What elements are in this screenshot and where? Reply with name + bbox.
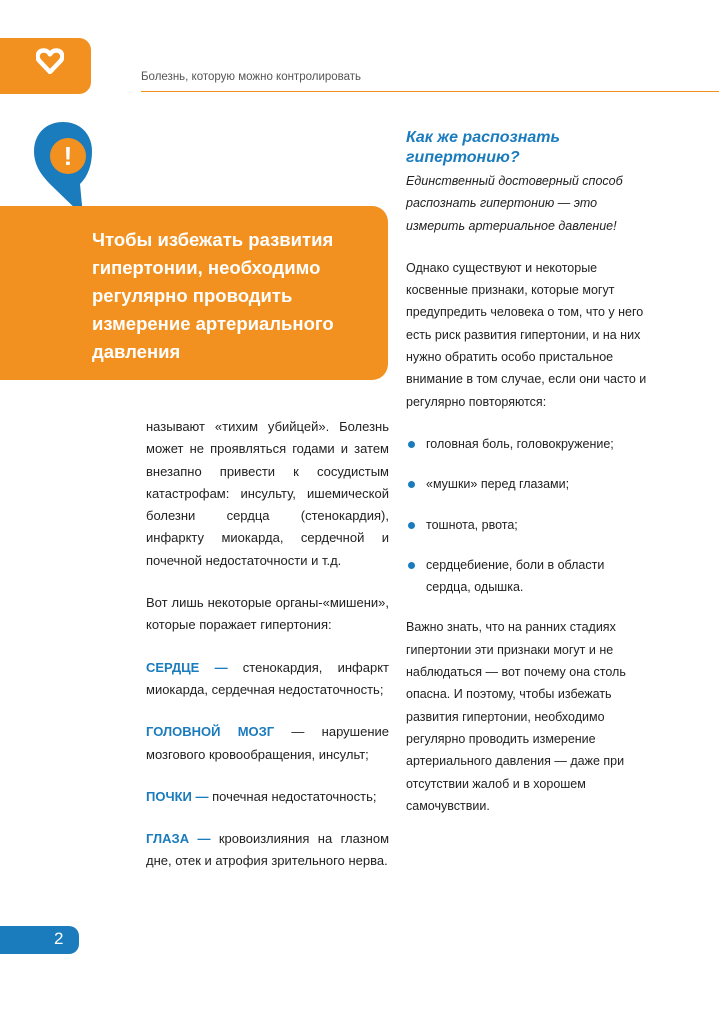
organ-description: почечная недостаточность; — [208, 788, 377, 804]
list-item — [406, 554, 650, 599]
lead-paragraph: Единственный достоверный способ распознать гипертонию — это измерить артериальное давление! — [406, 174, 623, 233]
symptom-text: сердцебиение, боли в области сердца, одышка. — [426, 557, 605, 595]
symptom-text: тошнота, рвота; — [426, 517, 518, 532]
symptom-text: «мушки» перед глазами; — [426, 477, 570, 492]
bullet-icon — [408, 441, 415, 448]
organ-name: СЕРДЦЕ — — [146, 659, 228, 675]
bullet-icon — [408, 522, 415, 529]
closing-paragraph: Важно знать, что на ранних стадиях гипертонии эти признаки могут и не наблюдаться — вот почему она столь опасна. И поэтому, чтобы избежать развития гипертонии, необходимо регулярно проводить измерение артериального давления — даже при отсутствии жалоб и в хорошем самочувствии. — [406, 620, 626, 813]
exclamation-pin-icon — [30, 120, 96, 220]
right-column — [406, 128, 650, 837]
page-number: 2 — [54, 929, 64, 948]
organ-heart — [146, 657, 389, 702]
intro-paragraph: называют «тихим убийцей». Болезнь может не проявляться годами и затем внезапно привести к сосудистым катастрофам: инсульту, ишемической болезни сердца (стенокардия), инфаркту миокарда, сердечной и почечной недостаточности и т.д. — [146, 419, 389, 568]
organ-eyes — [146, 828, 389, 873]
exclamation-symbol: ! — [63, 141, 73, 171]
symptoms-intro: Однако существуют и некоторые косвенные признаки, которые могут предупредить человека о том, что у него есть риск развития гипертонии, и на них нужно обратить особо пристальное внимание в том случае, если они часто и регулярно повторяются: — [406, 260, 647, 409]
page-number-tab — [0, 926, 79, 954]
list-item — [406, 473, 650, 495]
organ-name: ПОЧКИ — — [146, 788, 209, 804]
bullet-icon — [408, 562, 415, 569]
left-column — [146, 416, 389, 893]
organ-description: стенокардия, инфаркт миокарда, сердечная недостаточность; — [146, 659, 389, 697]
symptom-text: головная боль, головокружение; — [426, 436, 614, 451]
organ-name: ГОЛОВНОЙ МОЗГ — [146, 724, 275, 740]
organ-name: ГЛАЗА — — [146, 831, 211, 847]
callout-text: Чтобы избежать развития гипертонии, необходимо регулярно проводить измерение артериального давления — [92, 229, 334, 362]
logo-tab — [0, 38, 91, 94]
symptoms-list — [406, 433, 650, 598]
bullet-icon — [408, 481, 415, 488]
organ-kidneys — [146, 786, 389, 808]
target-organs-intro: Вот лишь некоторые органы-«мишени», которые поражает гипертония: — [146, 595, 389, 633]
heart-icon — [36, 48, 64, 74]
organ-description: кровоизлияния на глазном дне, отек и атрофия зрительного нерва. — [146, 831, 390, 869]
list-item — [406, 514, 650, 536]
page-header-title: Болезнь, которую можно контролировать — [141, 71, 362, 83]
header-divider — [141, 91, 719, 92]
list-item — [406, 433, 650, 455]
organ-brain — [146, 721, 389, 766]
organ-description: — нарушение мозгового кровообращения, инсульт; — [146, 724, 389, 762]
section-heading: Как же распознать гипертонию? — [406, 129, 560, 166]
